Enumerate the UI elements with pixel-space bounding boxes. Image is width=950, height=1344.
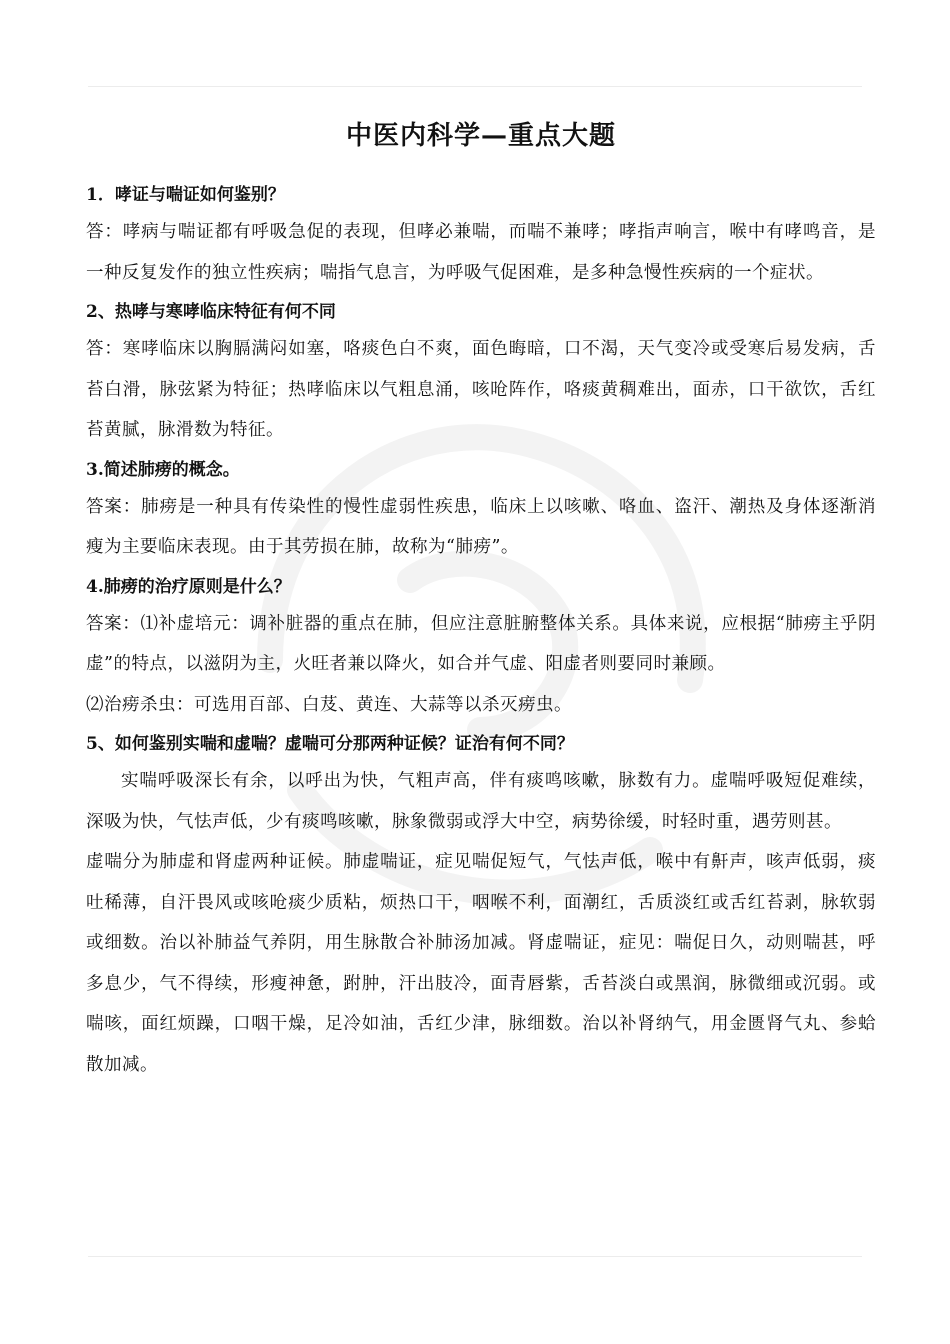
section-4 (86, 568, 876, 726)
answer-2: 答：寒哮临床以胸膈满闷如塞，咯痰色白不爽，面色晦暗，口不渴，天气变冷或受寒后易发病，舌苔白滑，脉弦紧为特征；热哮临床以气粗息涌，咳呛阵作，咯痰黄稠难出，面赤，口干欲饮，舌红苔黄腻，脉滑数为特征。 (86, 339, 876, 440)
question-4: 4.肺痨的治疗原则是什么？ (86, 576, 291, 597)
question-5: 5、如何鉴别实喘和虚喘？虚喘可分那两种证候？证治有何不同？ (86, 734, 574, 754)
answer-3: 答案：肺痨是一种具有传染性的慢性虚弱性疾患，临床上以咳嗽、咯血、盗汗、潮热及身体逐渐消瘦为主要临床表现。由于其劳损在肺，故称为“肺痨”。 (86, 496, 876, 557)
section-2 (86, 293, 876, 451)
answer-1: 答：哮病与喘证都有呼吸急促的表现，但哮必兼喘，而喘不兼哮；哮指声响言，喉中有哮鸣音，是一种反复发作的独立性疾病；喘指气息言，为呼吸气促困难，是多种急慢性疾病的一个症状。 (86, 222, 876, 283)
answer-5-part-1: 实喘呼吸深长有余，以呼出为快，气粗声高，伴有痰鸣咳嗽，脉数有力。虚喘呼吸短促难续，深吸为快，气怯声低，少有痰鸣咳嗽，脉象微弱或浮大中空，病势徐缓，时轻时重，遇劳则甚。 (86, 771, 876, 832)
section-3 (86, 451, 876, 568)
answer-4-part-2: ⑵治痨杀虫：可选用百部、白芨、黄连、大蒜等以杀灭痨虫。 (86, 694, 572, 715)
page-title: 中医内科学—重点大题 (345, 121, 616, 151)
question-2: 2、热哮与寒哮临床特征有何不同 (86, 302, 336, 322)
top-divider (88, 86, 862, 87)
question-1: 1．哮证与喘证如何鉴别？ (86, 185, 285, 205)
answer-5-part-2: 虚喘分为肺虚和肾虚两种证候。肺虚喘证，症见喘促短气，气怯声低，喉中有鼾声，咳声低弱，痰吐稀薄，自汗畏风或咳呛痰少质粘，烦热口干，咽喉不利，面潮红，舌质淡红或舌红苔剥，脉软弱或细数。治以补肺益气养阴，用生脉散合补肺汤加减。肾虚喘证，症见：喘促日久，动则喘甚，呼多息少，气不得续，形瘦神惫，跗肿，汗出肢冷，面青唇紫，舌苔淡白或黑润，脉微细或沉弱。或喘咳，面红烦躁，口咽干燥，足冷如油，舌红少津，脉细数。治以补肾纳气，用金匮肾气丸、参蛤散加减。 (86, 852, 876, 1075)
section-5 (86, 725, 876, 1085)
section-1 (86, 176, 876, 293)
question-3: 3.简述肺痨的概念。 (86, 459, 240, 480)
answer-4-part-1: 答案：⑴补虚培元：调补脏器的重点在肺，但应注意脏腑整体关系。具体来说，应根据“肺痨主乎阴虚”的特点，以滋阴为主，火旺者兼以降火，如合并气虚、阳虚者则要同时兼顾。 (86, 613, 876, 674)
document-page (86, 110, 876, 1085)
bottom-divider (88, 1256, 862, 1257)
